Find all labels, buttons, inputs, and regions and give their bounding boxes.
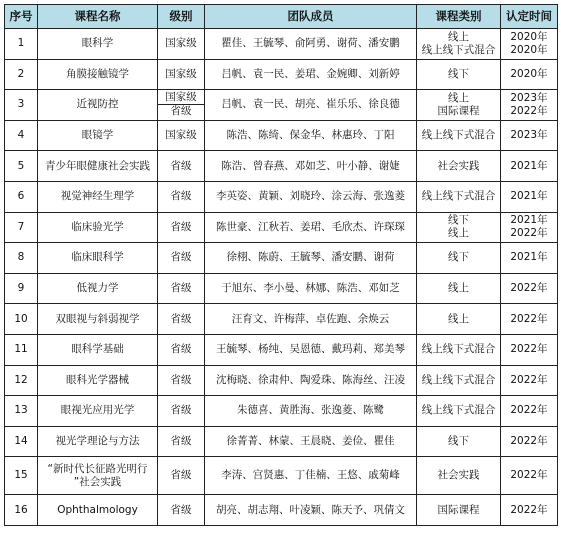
- cell-course-name: [38, 212, 158, 243]
- course-type-line: 线上线下式混合: [421, 129, 496, 142]
- level-line: 省级: [170, 220, 192, 233]
- cell-team: 陈浩、陈绮、保金华、林惠玲、丁阳: [205, 120, 417, 151]
- course-type-line: 线上: [448, 282, 469, 295]
- table-row: [5, 396, 558, 427]
- level-line: 省级: [170, 312, 192, 325]
- cell-level: [158, 212, 205, 243]
- cell-year: [501, 273, 558, 304]
- cell-team: 瞿佳、王毓琴、俞阿勇、谢荷、潘安鹏: [205, 29, 417, 60]
- cell-level: [158, 243, 205, 274]
- cell-level: [158, 90, 205, 121]
- cell-course-type: [417, 495, 501, 526]
- year-line: 2020年: [510, 67, 548, 80]
- level-line: 国家级: [165, 37, 197, 50]
- cell-course-type: [417, 59, 501, 90]
- table-row: [5, 151, 558, 182]
- header-index: 序号: [5, 5, 38, 29]
- course-name-line: 视光学理论与方法: [55, 435, 140, 448]
- header-level: 级别: [158, 5, 205, 29]
- cell-year: [501, 495, 558, 526]
- header-year: 认定时间: [501, 5, 558, 29]
- cell-year: [501, 212, 558, 243]
- table-row: [5, 29, 558, 60]
- year-line: 2022年: [510, 282, 548, 295]
- cell-course-type: [417, 90, 501, 121]
- course-type-line: 线上: [448, 227, 469, 240]
- table-row: [5, 59, 558, 90]
- cell-course-type: [417, 457, 501, 495]
- course-name-line: 低视力学: [76, 282, 119, 295]
- course-type-line: 线下: [448, 67, 469, 80]
- cell-course-name: [38, 90, 158, 121]
- cell-index: 8: [5, 243, 38, 274]
- header-row: [5, 5, 558, 29]
- header-team: 团队成员: [205, 5, 417, 29]
- cell-level: [158, 304, 205, 335]
- cell-level: [158, 120, 205, 151]
- year-line: 2022年: [510, 104, 548, 117]
- cell-course-type: [417, 29, 501, 60]
- cell-team: 李涛、宫贤惠、丁佳楠、王悠、戚菊峰: [205, 457, 417, 495]
- course-type-line: 线上线下式混合: [421, 190, 496, 203]
- year-line: 2022年: [510, 503, 548, 516]
- year-line: 2022年: [510, 227, 548, 240]
- course-name-line: 双眼视与斜弱视学: [55, 312, 140, 325]
- cell-level: [158, 495, 205, 526]
- cell-level: [158, 181, 205, 212]
- cell-team: 陈浩、曾春燕、邓如芝、叶小静、谢婕: [205, 151, 417, 182]
- cell-course-type: [417, 396, 501, 427]
- course-type-line: 线上: [448, 91, 469, 104]
- cell-year: [501, 90, 558, 121]
- cell-course-name: [38, 457, 158, 495]
- level-line: 省级: [170, 503, 192, 516]
- table-row: [5, 243, 558, 274]
- course-name-line: 眼科学基础: [71, 343, 124, 356]
- table-row: [5, 212, 558, 243]
- cell-index: 4: [5, 120, 38, 151]
- cell-course-type: [417, 365, 501, 396]
- cell-index: 1: [5, 29, 38, 60]
- course-name-line: 青少年眼健康社会实践: [45, 159, 150, 172]
- cell-year: [501, 426, 558, 457]
- cell-year: [501, 304, 558, 335]
- year-line: 2020年: [510, 30, 548, 43]
- cell-level: [158, 151, 205, 182]
- course-type-line: 国际课程: [437, 104, 480, 117]
- level-line: 省级: [170, 190, 192, 203]
- course-type-line: 线下: [448, 214, 469, 227]
- year-line: 2022年: [510, 312, 548, 325]
- course-name-line: 眼科学: [81, 37, 114, 50]
- course-type-line: 线下: [448, 435, 469, 448]
- cell-index: 5: [5, 151, 38, 182]
- cell-year: [501, 29, 558, 60]
- course-type-line: 线上: [448, 30, 469, 43]
- course-name-line: 眼视光应用光学: [60, 404, 135, 417]
- cell-team: 朱德喜、黄胜海、张逸菱、陈鹭: [205, 396, 417, 427]
- cell-level: [158, 29, 205, 60]
- cell-year: [501, 243, 558, 274]
- course-type-line: 线上线下式混合: [421, 373, 496, 386]
- level-line: 省级: [170, 251, 192, 264]
- cell-course-name: [38, 334, 158, 365]
- cell-index: 6: [5, 181, 38, 212]
- course-type-line: 线上: [448, 312, 469, 325]
- cell-index: 13: [5, 396, 38, 427]
- cell-team: 徐栩、陈蔚、王毓琴、潘安鹏、谢荷: [205, 243, 417, 274]
- level-line: 省级: [170, 404, 192, 417]
- cell-course-name: [38, 243, 158, 274]
- cell-course-type: [417, 151, 501, 182]
- cell-level: [158, 334, 205, 365]
- cell-course-name: [38, 59, 158, 90]
- level-line: 省级: [170, 343, 192, 356]
- year-line: 2021年: [510, 159, 548, 172]
- level-stack: [158, 91, 204, 118]
- cell-course-type: [417, 243, 501, 274]
- level-line: 国家级: [165, 67, 197, 80]
- table-body: [5, 29, 558, 526]
- course-name-line: 眼科光学器械: [66, 373, 129, 386]
- level-line: 省级: [170, 435, 192, 448]
- table-row: [5, 120, 558, 151]
- table-row: [5, 495, 558, 526]
- table-row: [5, 426, 558, 457]
- cell-course-name: [38, 120, 158, 151]
- course-type-line: 线上线下式混合: [421, 343, 496, 356]
- cell-index: 2: [5, 59, 38, 90]
- year-line: 2022年: [510, 435, 548, 448]
- cell-index: 12: [5, 365, 38, 396]
- cell-course-name: [38, 426, 158, 457]
- cell-team: 吕帆、袁一民、胡亮、崔乐乐、徐良德: [205, 90, 417, 121]
- year-line: 2022年: [510, 404, 548, 417]
- cell-index: 9: [5, 273, 38, 304]
- cell-course-name: [38, 365, 158, 396]
- year-line: 2022年: [510, 469, 548, 482]
- cell-team: 徐菁菁、林蒙、王晨晓、姜俭、瞿佳: [205, 426, 417, 457]
- header-name: 课程名称: [38, 5, 158, 29]
- cell-index: 14: [5, 426, 38, 457]
- cell-team: 王毓琴、杨纯、吴恩德、戴玛莉、郑美琴: [205, 334, 417, 365]
- cell-year: [501, 59, 558, 90]
- table-row: [5, 365, 558, 396]
- cell-level: [158, 426, 205, 457]
- cell-course-name: [38, 151, 158, 182]
- cell-team: 于旭东、李小曼、林娜、陈浩、邓如芝: [205, 273, 417, 304]
- cell-index: 15: [5, 457, 38, 495]
- cell-index: 11: [5, 334, 38, 365]
- cell-course-name: [38, 495, 158, 526]
- cell-index: 16: [5, 495, 38, 526]
- table-row: [5, 181, 558, 212]
- cell-course-name: [38, 181, 158, 212]
- cell-course-type: [417, 212, 501, 243]
- cell-course-type: [417, 273, 501, 304]
- course-name-line: 角膜接触镜学: [66, 67, 129, 80]
- level-line: 国家级: [165, 129, 197, 142]
- cell-index: 3: [5, 90, 38, 121]
- table-row: [5, 334, 558, 365]
- table-row: [5, 90, 558, 121]
- cell-course-name: [38, 29, 158, 60]
- year-line: 2023年: [510, 91, 548, 104]
- year-line: 2022年: [510, 343, 548, 356]
- cell-team: 吕帆、袁一民、姜珺、金婉卿、刘新婷: [205, 59, 417, 90]
- cell-level: [158, 396, 205, 427]
- year-line: 2020年: [510, 43, 548, 56]
- cell-team: 汪育文、许梅萍、卓佐跑、余焕云: [205, 304, 417, 335]
- year-line: 2022年: [510, 373, 548, 386]
- level-line: 省级: [170, 373, 192, 386]
- course-name-line: 临床验光学: [71, 220, 124, 233]
- cell-level: [158, 59, 205, 90]
- cell-course-type: [417, 334, 501, 365]
- cell-course-name: [38, 304, 158, 335]
- cell-course-type: [417, 120, 501, 151]
- cell-year: [501, 120, 558, 151]
- year-line: 2021年: [510, 251, 548, 264]
- cell-year: [501, 457, 558, 495]
- cell-team: 李英姿、黄颖、刘晓玲、涂云海、张逸菱: [205, 181, 417, 212]
- course-table: [4, 4, 558, 526]
- course-type-line: 社会实践: [437, 469, 480, 482]
- cell-course-name: [38, 273, 158, 304]
- cell-course-type: [417, 181, 501, 212]
- cell-year: [501, 181, 558, 212]
- level-line: 省级: [170, 469, 192, 482]
- cell-course-type: [417, 426, 501, 457]
- table-row: [5, 457, 558, 495]
- cell-year: [501, 151, 558, 182]
- course-name-line: 眼镜学: [81, 129, 114, 142]
- cell-level: [158, 365, 205, 396]
- year-line: 2021年: [510, 214, 548, 227]
- cell-course-type: [417, 304, 501, 335]
- table-row: [5, 304, 558, 335]
- course-name-line: 临床眼科学: [71, 251, 124, 264]
- cell-year: [501, 334, 558, 365]
- course-type-line: 线下: [448, 251, 469, 264]
- level-line: 省级: [158, 104, 204, 118]
- cell-index: 10: [5, 304, 38, 335]
- course-type-line: 线上线下式混合: [421, 43, 496, 56]
- cell-level: [158, 457, 205, 495]
- course-name-line: 视觉神经生理学: [60, 190, 135, 203]
- cell-team: 陈世豪、江秋若、姜珺、毛欣杰、许琛琛: [205, 212, 417, 243]
- cell-team: 胡亮、胡志翔、叶凌颖、陈天予、巩倩文: [205, 495, 417, 526]
- cell-year: [501, 365, 558, 396]
- course-name-line: ”社会实践: [73, 475, 122, 488]
- level-line: 国家级: [165, 91, 197, 104]
- level-line: 省级: [170, 159, 192, 172]
- course-type-line: 国际课程: [437, 503, 480, 516]
- course-type-line: 线上线下式混合: [421, 404, 496, 417]
- table-row: [5, 273, 558, 304]
- level-line: 省级: [170, 282, 192, 295]
- course-name-line: “新时代长征路光明行: [47, 462, 148, 475]
- cell-index: 7: [5, 212, 38, 243]
- cell-level: [158, 273, 205, 304]
- cell-course-name: [38, 396, 158, 427]
- course-name-line: 近视防控: [76, 98, 119, 111]
- course-name-line: Ophthalmology: [57, 503, 138, 516]
- cell-team: 沈梅晓、徐肃仲、陶爱珠、陈海丝、汪凌: [205, 365, 417, 396]
- year-line: 2023年: [510, 129, 548, 142]
- cell-year: [501, 396, 558, 427]
- header-type: 课程类别: [417, 5, 501, 29]
- year-line: 2021年: [510, 190, 548, 203]
- course-type-line: 社会实践: [437, 159, 480, 172]
